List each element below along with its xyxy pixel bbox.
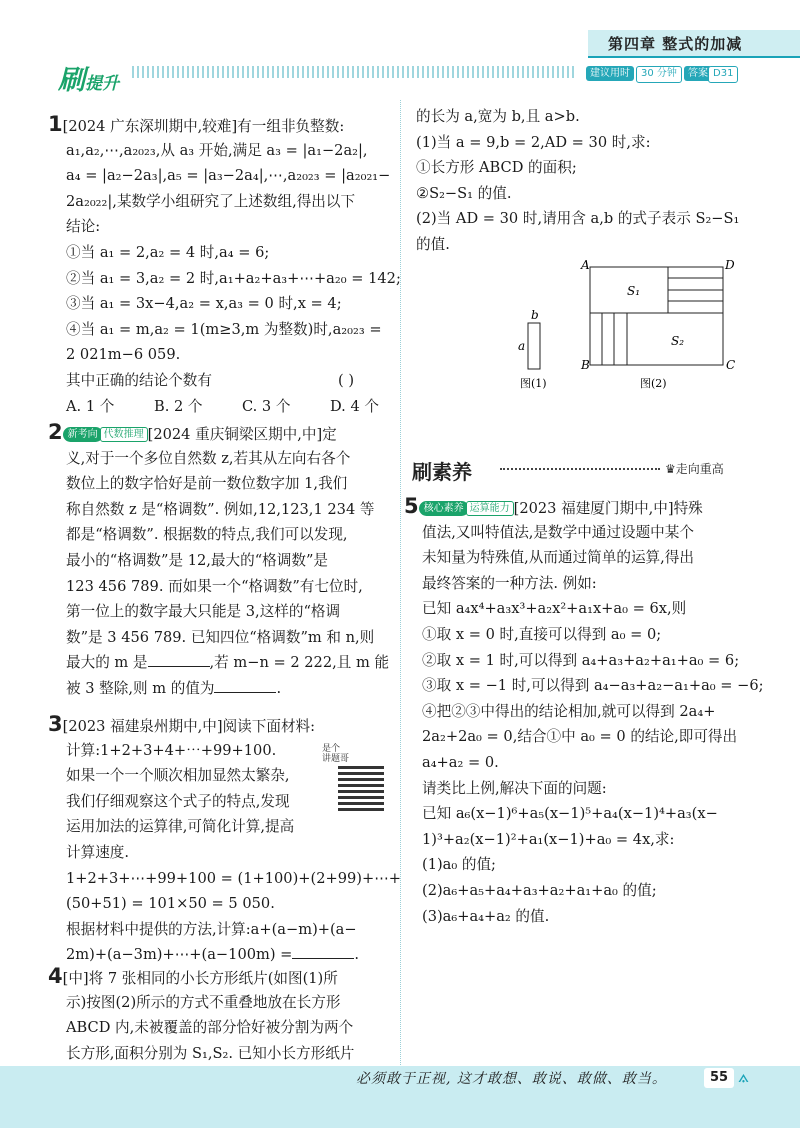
question-2: 2 新考向 代数推理 [2024 重庆铜梁区期中,中]定 义,对于一个多位自然数 z,若其从左向右各个 数位上的数字恰好是前一数位数字加 1,我们 称自然数 z 是“格调数”. 例如,12,123,1 234 等 都是“格调数”. 根据数的特点,我们可以发现, 最小的“格调数”是 12,最大的“格调数”是 123 456 789. 而如果一个“格调数”有七位时, 第一位上的数字最大只能是 3,这样的“格调 数”是 3 456 789. 已知四位“格调数”m 和 n,则 最大的 m 是 ,若 m−n = 2 222,且 m 能 被 3 整除,则 m 的值为 .	[48, 420, 393, 702]
section-divider	[500, 468, 660, 470]
q4-line: [中]将 7 张相同的小长方形纸片(如图(1)所	[62, 970, 338, 987]
q4-line: ABCD 内,未被覆盖的部分恰好被分割为两个	[66, 1019, 354, 1037]
question-number: 4	[48, 964, 63, 988]
q1-line: 2 021m−6 059.	[66, 346, 181, 364]
option-a[interactable]: A. 1 个	[66, 397, 115, 415]
q3-line: 计算:1+2+3+4+⋯+99+100.	[66, 741, 277, 759]
q1-line: ②当 a₁ = 3,a₂ = 2 时,a₁+a₂+a₃+⋯+a₂₀ = 142;	[66, 269, 401, 287]
answer-value: D31	[708, 66, 738, 83]
fig2-caption: 图(2)	[640, 377, 667, 390]
q2-line: 称自然数 z 是“格调数”. 例如,12,123,1 234 等	[66, 500, 375, 518]
q4-right-line: 的值.	[416, 235, 450, 253]
q3-line: [2023 福建泉州期中,中]阅读下面材料:	[62, 718, 316, 735]
q5-line: 已知 a₆(x−1)⁶+a₅(x−1)⁵+a₄(x−1)⁴+a₃(x−	[422, 805, 718, 823]
label-S2: S₂	[671, 334, 685, 348]
page-number: 55	[704, 1068, 734, 1088]
q1-line: a₁,a₂,⋯,a₂₀₂₃,从 a₃ 开始,满足 a₃ = |a₁−2a₂|,	[66, 141, 368, 159]
q4-right-line: 的长为 a,宽为 b,且 a>b.	[416, 108, 580, 125]
question-number: 5	[404, 494, 419, 518]
question-3: 3[2023 福建泉州期中,中]阅读下面材料: 计算:1+2+3+4+⋯+99+100. 如果一个一个顺次相加显然太繁杂, 我们仔细观察这个式子的特点,发现 运用加法的运算律,可简化计算,提高 计算速度. 1+2+3+⋯+99+100 = (1+100)+(2+99)+⋯+ (50+51) = 101×50 = 5 050. 根据材料中提供的方法,计算:a+(a−m)+(a− 2m)+(a−3m)+⋯+(a−100m) = .	[48, 712, 402, 964]
label-B: B	[581, 358, 590, 372]
core-literacy-tag: 核心素养	[419, 501, 469, 516]
chapter-title: 第四章 整式的加减	[608, 35, 743, 53]
answer-paren[interactable]: ( )	[338, 371, 355, 389]
label-D: D	[725, 258, 735, 272]
label-C: C	[726, 358, 736, 372]
time-label: 建议用时	[586, 66, 634, 81]
q5-line: 请类比上例,解决下面的问题:	[422, 779, 607, 797]
label-b: b	[531, 308, 539, 322]
q5-line: (2)a₆+a₅+a₄+a₃+a₂+a₁+a₀ 的值;	[422, 881, 657, 899]
q1-line: ③当 a₁ = 3x−4,a₂ = x,a₃ = 0 时,x = 4;	[66, 295, 342, 313]
header-stripe	[132, 66, 576, 78]
q3-line: 我们仔细观察这个式子的特点,发现	[66, 792, 290, 810]
time-value: 30 分钟	[636, 66, 682, 83]
section-subtitle-text: 走向重高	[675, 462, 724, 476]
column-divider	[400, 100, 401, 1065]
brand-sub: 提升	[85, 74, 119, 94]
footer-motto: 必须敢于正视, 这才敢想、敢说、敢做、敢当。	[356, 1071, 667, 1087]
option-d[interactable]: D. 4 个	[330, 397, 379, 415]
q3-line: (50+51) = 101×50 = 5 050.	[66, 895, 275, 913]
rectangle-abcd	[590, 267, 723, 365]
q2-line: 第一位上的数字最大只能是 3,这样的“格调	[66, 603, 341, 621]
answer-label: 答案	[684, 66, 712, 81]
question-1	[48, 112, 401, 419]
topic-tag: 运算能力	[466, 501, 514, 516]
q2-line: 义,对于一个多位自然数 z,若其从左向右各个	[66, 449, 351, 467]
new-trend-tag: 新考向	[63, 427, 103, 442]
q1-line: 2a₂₀₂₂|,某数学小组研究了上述数组,得出以下	[66, 192, 356, 210]
q2-line: 123 456 789. 而如果一个“格调数”有七位时,	[66, 577, 363, 595]
q2-line: 数位上的数字恰好是前一数位数字加 1,我们	[66, 475, 348, 493]
q5-line: (3)a₆+a₄+a₂ 的值.	[422, 907, 550, 925]
q5-line: 未知量为特殊值,从而通过简单的运算,得出	[422, 549, 694, 567]
section-subtitle	[665, 460, 724, 477]
section-title: 刷素养	[412, 460, 472, 484]
qr-code-icon[interactable]	[338, 765, 384, 811]
small-rectangle	[528, 323, 540, 369]
q4-right-line: ①长方形 ABCD 的面积;	[416, 159, 577, 177]
q5-line: ③取 x = −1 时,可以得到 a₄−a₃+a₂−a₁+a₀ = −6;	[422, 677, 764, 695]
question-number: 1	[48, 112, 63, 136]
q4-line: 长方形,面积分别为 S₁,S₂. 已知小长方形纸片	[66, 1044, 355, 1062]
qr-label: 是个 讲题哥	[322, 744, 350, 764]
q3-line: 1+2+3+⋯+99+100 = (1+100)+(2+99)+⋯+	[66, 869, 402, 887]
topic-tag: 代数推理	[100, 427, 148, 442]
q1-line: a₄ = |a₂−2a₃|,a₅ = |a₃−2a₄|,⋯,a₂₀₂₃ = |a₂₀₂₁−	[66, 167, 391, 185]
q5-line: 已知 a₄x⁴+a₃x³+a₂x²+a₁x+a₀ = 6x,则	[422, 600, 687, 618]
q3-line: 运用加法的运算律,可简化计算,提高	[66, 818, 295, 836]
q3-line: 2m)+(a−3m)+⋯+(a−100m) =	[66, 946, 293, 964]
q1-line: ④当 a₁ = m,a₂ = 1(m≥3,m 为整数)时,a₂₀₂₃ =	[66, 320, 382, 338]
q5-line: 2a₂+2a₀ = 0,结合①中 a₀ = 0 的结论,即可得出	[422, 728, 738, 746]
q4-right-line: (1)当 a = 9,b = 2,AD = 30 时,求:	[416, 133, 651, 151]
label-a: a	[518, 339, 526, 353]
q5-line: 值法,又叫特值法,是数学中通过设题中某个	[422, 523, 694, 541]
q2-line: ,若 m−n = 2 222,且 m 能	[209, 654, 390, 672]
q5-line: (1)a₀ 的值;	[422, 856, 496, 874]
q4-line: 示)按图(2)所示的方式不重叠地放在长方形	[66, 993, 341, 1011]
option-c[interactable]: C. 3 个	[242, 397, 291, 415]
q5-line: 最终答案的一种方法. 例如:	[422, 574, 597, 592]
q2-line: 都是“格调数”. 根据数的特点,我们可以发现,	[66, 526, 348, 544]
q4-right-line: ②S₂−S₁ 的值.	[416, 184, 512, 202]
q1-line: [2024 广东深圳期中,较难]有一组非负整数:	[62, 118, 345, 135]
q1-options	[48, 394, 393, 420]
label-S1: S₁	[627, 284, 641, 298]
answer-blank[interactable]	[214, 678, 276, 693]
q5-line: 1)³+a₂(x−1)²+a₁(x−1)+a₀ = 4x,求:	[422, 830, 675, 848]
answer-blank[interactable]	[292, 944, 354, 959]
brand-logo	[58, 58, 119, 97]
q2-line: 数”是 3 456 789. 已知四位“格调数”m 和 n,则	[66, 628, 375, 646]
question-4	[48, 964, 393, 1066]
answer-blank[interactable]	[148, 652, 210, 667]
fig1-caption: 图(1)	[520, 377, 547, 390]
q2-line: [2024 重庆铜梁区期中,中]定	[147, 426, 337, 443]
question-5	[404, 494, 789, 929]
q5-line: a₄+a₂ = 0.	[422, 753, 499, 771]
question-4-continued	[416, 104, 776, 258]
compass-icon: ⟑	[738, 1066, 749, 1087]
q1-line: 其中正确的结论个数有	[66, 371, 212, 389]
q3-line: 计算速度.	[66, 843, 130, 861]
question-number: 2	[48, 420, 63, 444]
q2-line: 最大的 m 是	[66, 654, 148, 672]
trophy-icon: ♛	[665, 462, 676, 476]
q1-line: 结论:	[66, 218, 101, 236]
q5-line: ②取 x = 1 时,可以得到 a₄+a₃+a₂+a₁+a₀ = 6;	[422, 651, 740, 669]
q5-line: ①取 x = 0 时,直接可以得到 a₀ = 0;	[422, 625, 662, 643]
q3-line: 如果一个一个顺次相加显然太繁杂,	[66, 767, 290, 785]
q4-figures	[505, 255, 745, 395]
q5-line: ④把②③中得出的结论相加,就可以得到 2a₄+	[422, 702, 716, 720]
label-A: A	[581, 258, 590, 272]
option-b[interactable]: B. 2 个	[154, 397, 203, 415]
question-number: 3	[48, 712, 63, 736]
q1-line: ①当 a₁ = 2,a₂ = 4 时,a₄ = 6;	[66, 243, 270, 261]
q2-line: 最小的“格调数”是 12,最大的“格调数”是	[66, 551, 329, 569]
q2-line: 被 3 整除,则 m 的值为	[66, 679, 215, 697]
q5-line: [2023 福建厦门期中,中]特殊	[513, 500, 703, 517]
q3-line: 根据材料中提供的方法,计算:a+(a−m)+(a−	[66, 920, 357, 938]
q4-right-line: (2)当 AD = 30 时,请用含 a,b 的式子表示 S₂−S₁	[416, 210, 740, 228]
brand-char: 刷	[58, 65, 85, 96]
